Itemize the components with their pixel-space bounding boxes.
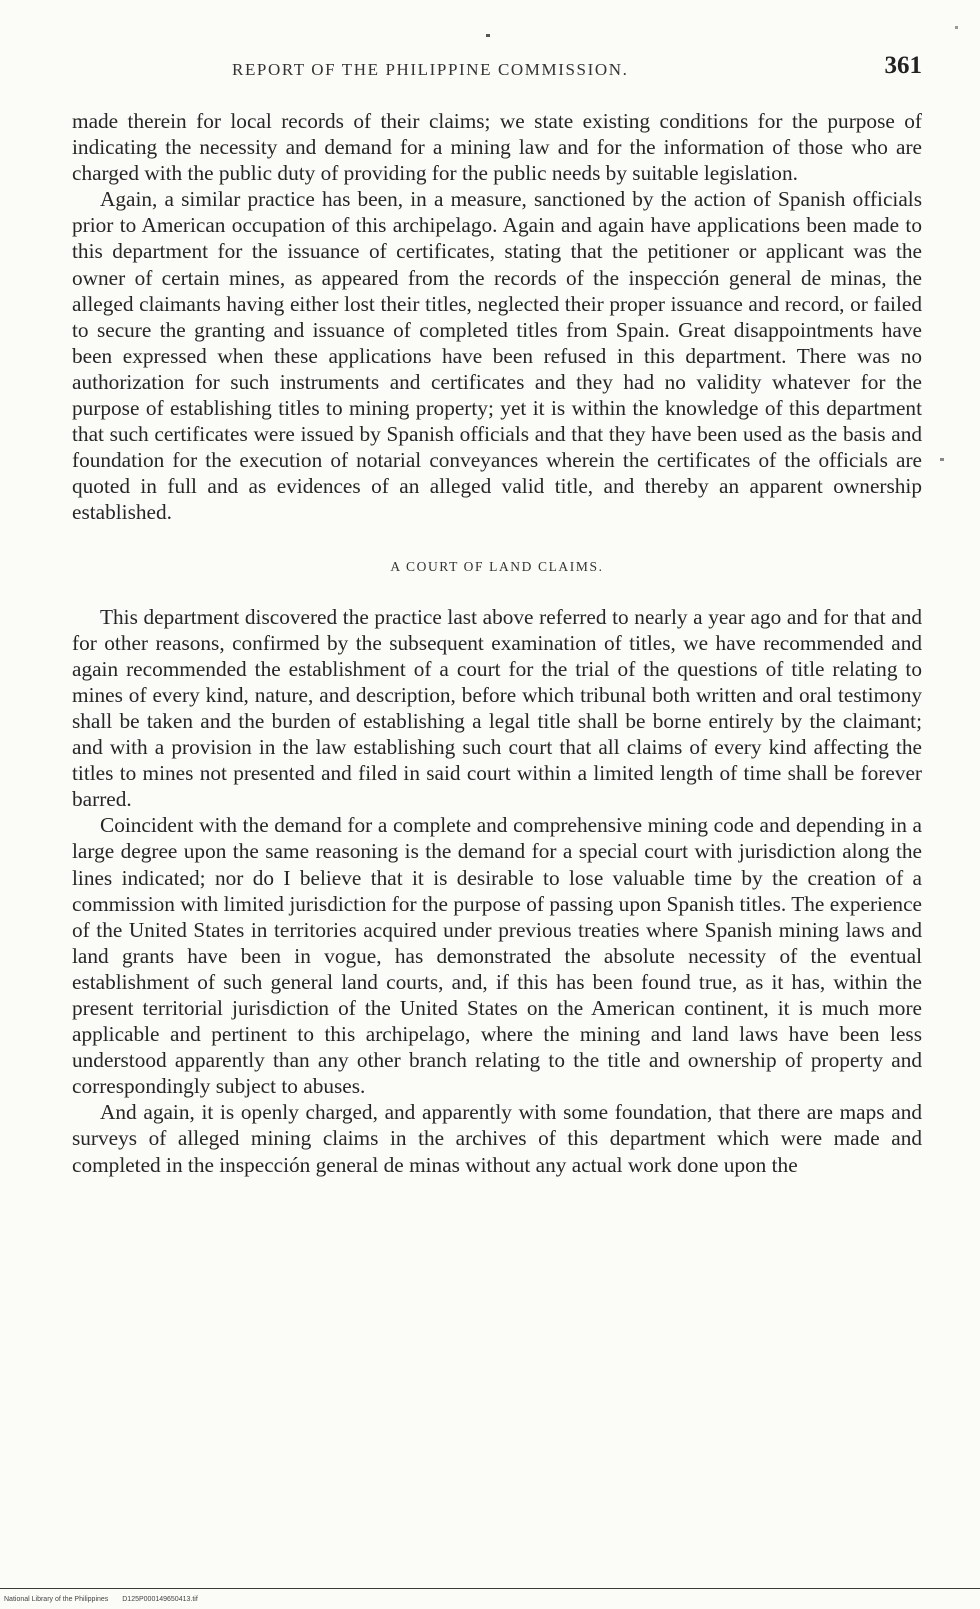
scan-footer [4, 1596, 198, 1603]
paragraph: This department discovered the practice last above referred to nearly a year ago and for that and for other reasons, confirmed by the subsequent examination of titles, we have recommended and again recommended the establishment of a court for the trial of the questions of title relating to mines of every kind, nature, and description, before which tribunal both written and oral testimony shall be taken and the burden of establishing a legal title shall be borne entirely by the claimant; and with a provision in the law establishing such court that all claims of every kind affecting the titles to mines not presented and filed in said court within a limited length of time shall be forever barred. [72, 604, 922, 812]
scan-speck [955, 26, 958, 29]
running-head: REPORT OF THE PHILIPPINE COMMISSION. [232, 60, 629, 79]
scan-speck [486, 34, 490, 37]
scan-speck [940, 458, 944, 461]
body-text [72, 108, 922, 1178]
footer-identifier: D125P000149650413.tif [122, 1596, 198, 1603]
page-header [72, 50, 922, 90]
page-number: 361 [884, 52, 922, 79]
footer-rule [0, 1588, 980, 1589]
paragraph-continuation: made therein for local records of their claims; we state existing conditions for the purpose of indicating the necessity and demand for a mining law and for the information of those who are charged with the public duty of providing for the public needs by suitable legislation. [72, 109, 922, 186]
paragraph: Coincident with the demand for a complete and comprehensive mining code and depending in a large degree upon the same reasoning is the demand for a special court with jurisdiction along the lines indicated; nor do I believe that it is desirable to lose valuable time by the creation of a commission with limited jurisdiction for the purpose of passing upon Spanish titles. The experience of the United States in territories acquired under previous treaties where Spanish mining laws and land grants have been in vogue, has demonstrated the absolute necessity of the eventual establishment of such general land courts, and, if this has been found true, as it has, within the present territorial jurisdiction of the United States on the American continent, it is much more applicable and pertinent to this archipelago, where the mining and land laws have been less understood apparently than any other branch relating to the title and ownership of property and correspondingly subject to abuses. [72, 813, 922, 1099]
paragraph: Again, a similar practice has been, in a measure, sanctioned by the action of Spanish officials prior to American occupation of this archipelago. Again and again have applications been made to this department for the issuance of certificates, stating that the petitioner or applicant was the owner of certain mines, as appeared from the records of the inspección general de minas, the alleged claimants having either lost their titles, neglected their proper issuance and record, or failed to secure the granting and issuance of completed titles from Spain. Great disappointments have been expressed when these applications have been refused in this department. There was no authorization for such instruments and certificates and they had no validity whatever for the purpose of establishing titles to mining property; yet it is within the knowledge of this department that such certificates were issued by Spanish officials and that they have been used as the basis and foundation for the execution of notarial conveyances wherein the certificates of the officials are quoted in full and as evidences of an alleged valid title, and thereby an apparent ownership established. [72, 187, 922, 525]
section-heading: A COURT OF LAND CLAIMS. [390, 558, 604, 574]
footer-library: National Library of the Philippines [4, 1596, 109, 1603]
paragraph: And again, it is openly charged, and apparently with some foundation, that there are maps and surveys of alleged mining claims in the archives of this department which were made and completed in the inspección general de minas without any actual work done upon the [72, 1100, 922, 1177]
